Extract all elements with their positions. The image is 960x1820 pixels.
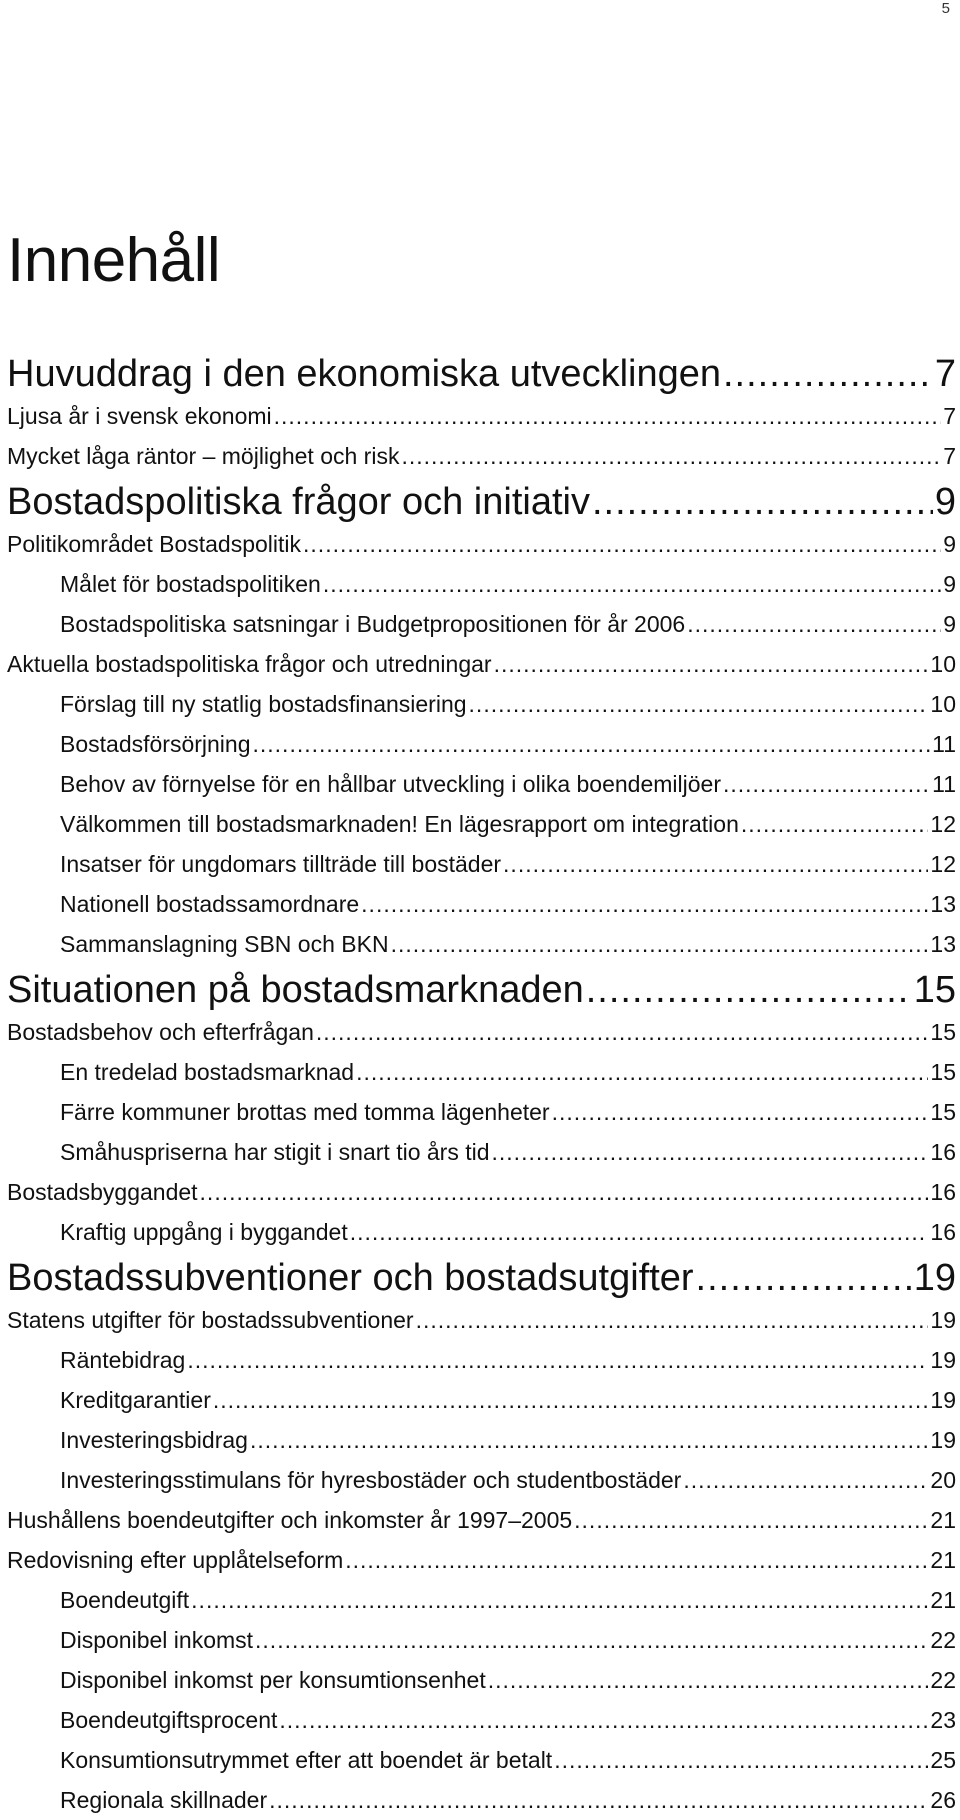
table-of-contents: [7, 352, 956, 1820]
dot-leader: [323, 564, 941, 604]
toc-entry-link[interactable]: [7, 604, 956, 644]
toc-entry-label: Investeringsstimulans för hyresbostäder och studentbostäder: [60, 1467, 682, 1493]
toc-entry-link[interactable]: [7, 1500, 956, 1540]
toc-entry-label: Välkommen till bostadsmarknaden! En lägesrapport om integration: [60, 811, 739, 837]
toc-entry-label: Redovisning efter upplåtelseform: [7, 1547, 344, 1573]
toc-entry-link[interactable]: [7, 524, 956, 564]
toc-entry-label: Kreditgarantier: [60, 1387, 211, 1413]
toc-entry-link[interactable]: [7, 436, 956, 476]
dot-leader: [554, 1740, 928, 1780]
dot-leader: [723, 352, 933, 396]
toc-entry-link[interactable]: [7, 1660, 956, 1700]
toc-entry-label: Mycket låga räntor – möjlighet och risk: [7, 443, 400, 469]
toc-entry-label: Aktuella bostadspolitiska frågor och utredningar: [7, 651, 492, 677]
toc-page-number: 13: [930, 891, 956, 917]
toc-entry-link[interactable]: [7, 1540, 956, 1580]
toc-entry-link[interactable]: [7, 764, 956, 804]
dot-leader: [741, 804, 929, 844]
toc-entry-label: Disponibel inkomst: [60, 1627, 254, 1653]
dot-leader: [303, 524, 941, 564]
dot-leader: [279, 1700, 928, 1740]
toc-page-number: 19: [930, 1347, 956, 1373]
dot-leader: [492, 1132, 929, 1172]
toc-entry-link[interactable]: [7, 1380, 956, 1420]
toc-page-number: 25: [930, 1747, 956, 1773]
toc-chapter-link[interactable]: [7, 1256, 956, 1300]
toc-entry-label: Hushållens boendeutgifter och inkomster år 1997–2005: [7, 1507, 573, 1533]
toc-page-number: 15: [930, 1099, 956, 1125]
toc-page-number: 15: [930, 1059, 956, 1085]
page-title: Innehåll: [7, 226, 221, 295]
toc-page-number: 15: [913, 969, 956, 1011]
dot-leader: [361, 884, 928, 924]
toc-page-number: 9: [943, 611, 956, 637]
toc-entry-link[interactable]: [7, 1580, 956, 1620]
toc-entry-link[interactable]: [7, 396, 956, 436]
toc-page-number: 10: [930, 691, 956, 717]
toc-entry-link[interactable]: [7, 844, 956, 884]
dot-leader: [253, 724, 931, 764]
toc-chapter-link[interactable]: [7, 352, 956, 396]
dot-leader: [255, 1620, 928, 1660]
toc-entry-label: Räntebidrag: [60, 1347, 186, 1373]
toc-page-number: 9: [934, 481, 956, 523]
toc-entry-label: Situationen på bostadsmarknaden: [7, 969, 584, 1011]
toc-entry-label: Bostadsbyggandet: [7, 1179, 198, 1205]
toc-entry-link[interactable]: [7, 884, 956, 924]
toc-entry-link[interactable]: [7, 1740, 956, 1780]
dot-leader: [469, 684, 929, 724]
dot-leader: [723, 764, 930, 804]
toc-page-number: 7: [943, 403, 956, 429]
toc-entry-label: Konsumtionsutrymmet efter att boendet är betalt: [60, 1747, 553, 1773]
toc-entry-label: En tredelad bostadsmarknad: [60, 1059, 355, 1085]
toc-entry-link[interactable]: [7, 1700, 956, 1740]
toc-page-number: 26: [930, 1787, 956, 1813]
dot-leader: [574, 1500, 928, 1540]
dot-leader: [503, 844, 928, 884]
dot-leader: [552, 1092, 929, 1132]
toc-page-number: 21: [930, 1547, 956, 1573]
toc-page-number: 19: [913, 1257, 956, 1299]
dot-leader: [274, 396, 942, 436]
toc-page-number: 11: [932, 771, 956, 797]
toc-page-number: 16: [930, 1139, 956, 1165]
toc-page-number: 23: [930, 1707, 956, 1733]
toc-page-number: 22: [930, 1627, 956, 1653]
toc-entry-link[interactable]: [7, 1212, 956, 1252]
toc-page-number: 16: [930, 1179, 956, 1205]
toc-page-number: 16: [930, 1219, 956, 1245]
dot-leader: [696, 1256, 912, 1300]
toc-page-number: 12: [930, 851, 956, 877]
toc-page-number: 20: [930, 1467, 956, 1493]
toc-entry-label: Investeringsbidrag: [60, 1427, 248, 1453]
dot-leader: [350, 1212, 929, 1252]
toc-entry-link[interactable]: [7, 1460, 956, 1500]
toc-page-number: 7: [943, 443, 956, 469]
toc-entry-label: Bostadspolitiska frågor och initiativ: [7, 481, 590, 523]
toc-entry-label: Sammanslagning SBN och BKN: [60, 931, 389, 957]
dot-leader: [401, 436, 941, 476]
toc-entry-label: Målet för bostadspolitiken: [60, 571, 321, 597]
dot-leader: [416, 1300, 929, 1340]
toc-entry-link[interactable]: [7, 684, 956, 724]
toc-entry-label: Bostadspolitiska satsningar i Budgetpropositionen för år 2006: [60, 611, 686, 637]
toc-entry-link[interactable]: [7, 1052, 956, 1092]
toc-entry-link[interactable]: [7, 804, 956, 844]
toc-entry-link[interactable]: [7, 1172, 956, 1212]
toc-entry-link[interactable]: [7, 1012, 956, 1052]
dot-leader: [213, 1380, 929, 1420]
toc-entry-label: Disponibel inkomst per konsumtionsenhet: [60, 1667, 486, 1693]
toc-entry-label: Huvuddrag i den ekonomiska utvecklingen: [7, 353, 721, 395]
toc-entry-label: Regionala skillnader: [60, 1787, 268, 1813]
dot-leader: [687, 604, 941, 644]
toc-entry-label: Boendeutgiftsprocent: [60, 1707, 278, 1733]
toc-page-number: 7: [934, 353, 956, 395]
toc-entry-link[interactable]: [7, 724, 956, 764]
toc-entry-label: Boendeutgift: [60, 1587, 190, 1613]
toc-entry-label: Insatser för ungdomars tillträde till bostäder: [60, 851, 502, 877]
toc-page-number: 12: [930, 811, 956, 837]
toc-page-number: 15: [930, 1019, 956, 1045]
toc-page-number: 19: [930, 1387, 956, 1413]
toc-page-number: 21: [930, 1507, 956, 1533]
toc-page-number: 11: [932, 731, 956, 757]
toc-page-number: 19: [930, 1427, 956, 1453]
toc-chapter-link[interactable]: [7, 968, 956, 1012]
toc-entry-link[interactable]: [7, 644, 956, 684]
toc-entry-label: Bostadssubventioner och bostadsutgifter: [7, 1257, 694, 1299]
toc-entry-link[interactable]: [7, 1620, 956, 1660]
toc-entry-link[interactable]: [7, 1132, 956, 1172]
toc-entry-label: Nationell bostadssamordnare: [60, 891, 360, 917]
toc-entry-label: Bostadsförsörjning: [60, 731, 251, 757]
toc-entry-label: Kraftig uppgång i byggandet: [60, 1219, 348, 1245]
dot-leader: [187, 1340, 928, 1380]
dot-leader: [683, 1460, 928, 1500]
toc-entry-link[interactable]: [7, 924, 956, 964]
toc-entry-label: Statens utgifter för bostadssubventioner: [7, 1307, 414, 1333]
toc-chapter-link[interactable]: [7, 480, 956, 524]
toc-entry-link[interactable]: [7, 1780, 956, 1820]
toc-entry-label: Förslag till ny statlig bostadsfinansiering: [60, 691, 467, 717]
toc-entry-link[interactable]: [7, 1092, 956, 1132]
toc-page-number: 22: [930, 1667, 956, 1693]
toc-entry-link[interactable]: [7, 1340, 956, 1380]
toc-page-number: 13: [930, 931, 956, 957]
dot-leader: [488, 1660, 929, 1700]
dot-leader: [356, 1052, 928, 1092]
toc-entry-link[interactable]: [7, 1300, 956, 1340]
toc-entry-label: Småhuspriserna har stigit i snart tio års tid: [60, 1139, 490, 1165]
dot-leader: [494, 644, 929, 684]
dot-leader: [191, 1580, 928, 1620]
toc-entry-label: Färre kommuner brottas med tomma lägenheter: [60, 1099, 550, 1125]
toc-entry-label: Politikområdet Bostadspolitik: [7, 531, 302, 557]
toc-page-number: 21: [930, 1587, 956, 1613]
toc-page-number: 19: [930, 1307, 956, 1333]
toc-entry-label: Ljusa år i svensk ekonomi: [7, 403, 272, 429]
dot-leader: [250, 1420, 928, 1460]
dot-leader: [269, 1780, 928, 1820]
toc-page-number: 9: [943, 531, 956, 557]
toc-entry-link[interactable]: [7, 1420, 956, 1460]
dot-leader: [316, 1012, 929, 1052]
dot-leader: [592, 480, 933, 524]
toc-entry-link[interactable]: [7, 564, 956, 604]
toc-entry-label: Behov av förnyelse för en hållbar utveckling i olika boendemiljöer: [60, 771, 721, 797]
toc-page-number: 10: [930, 651, 956, 677]
dot-leader: [391, 924, 929, 964]
toc-page-number: 9: [943, 571, 956, 597]
dot-leader: [586, 968, 912, 1012]
toc-entry-label: Bostadsbehov och efterfrågan: [7, 1019, 314, 1045]
page-number: 5: [941, 0, 950, 17]
dot-leader: [200, 1172, 929, 1212]
dot-leader: [345, 1540, 928, 1580]
